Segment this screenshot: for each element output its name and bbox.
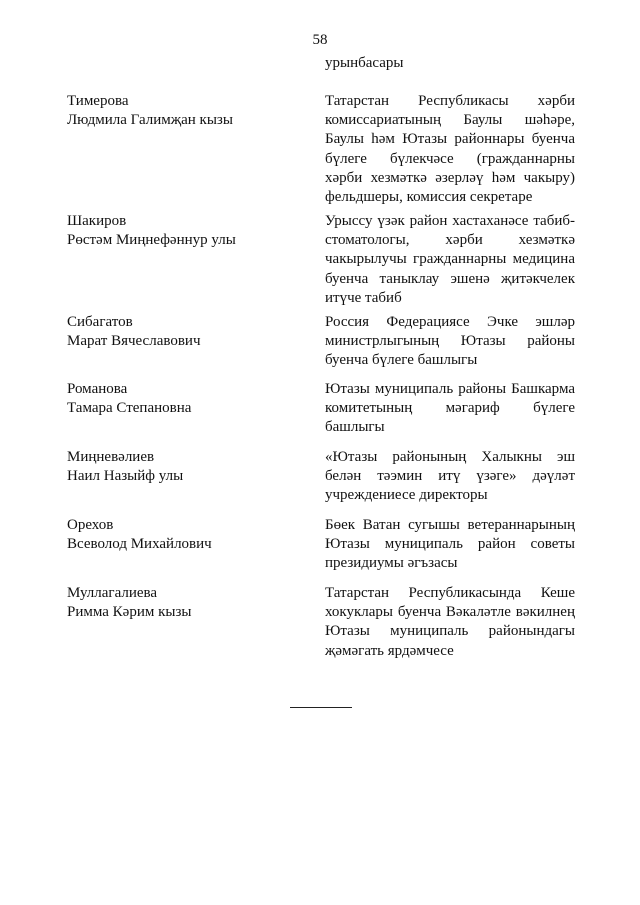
person-name <box>67 584 297 622</box>
person-name <box>67 380 297 418</box>
person-role: Татарстан Республикасында Кеше хокуклары буенча Вәкаләтле вәкилнең Ютазы муниципаль районындагы җәмәгать ярдәмчесе <box>325 585 575 659</box>
person-given-name: Рөстәм Миңнефәннур улы <box>67 232 236 248</box>
person-name <box>67 313 297 351</box>
person-surname: Сибагатов <box>67 314 133 330</box>
person-role: Татарстан Республикасы хәрби комиссариатының Баулы шәһәре, Баулы һәм Ютазы районнары буенча бүлеге бүлекчәсе (гражданнарны хәрби хезмәткә әзерләү һәм чакыру) фельдшеры, комиссия секретаре <box>325 93 575 206</box>
person-surname: Орехов <box>67 517 114 533</box>
person-role: Бөек Ватан сугышы ветераннарының Ютазы муниципаль район советы президиумы әгъзасы <box>325 517 575 572</box>
person-given-name: Тамара Степановна <box>67 400 192 416</box>
person-given-name: Наил Назыйф улы <box>67 468 184 484</box>
person-surname: Миңневәлиев <box>67 449 155 465</box>
person-surname: Романова <box>67 381 128 397</box>
person-surname: Шакиров <box>67 213 127 229</box>
person-role: Россия Федерациясе Эчке эшләр министрлыгының Ютазы районы буенча бүлеге башлыгы <box>325 314 575 369</box>
person-name <box>67 516 297 554</box>
person-given-name: Римма Кәрим кызы <box>67 604 192 620</box>
page-number: 58 <box>312 32 328 48</box>
person-role: Ютазы муниципаль районы Башкарма комитетының мәгариф бүлеге башлыгы <box>325 381 575 436</box>
person-surname: Муллагалиева <box>67 585 158 601</box>
person-given-name: Всеволод Михайлович <box>67 536 212 552</box>
person-given-name: Марат Вячеславович <box>67 333 201 349</box>
continuation-text: урынбасары <box>325 55 404 71</box>
end-separator-line <box>290 707 352 708</box>
person-role: Урыссу үзәк район хастаханәсе табиб-стоматологы, хәрби хезмәткә чакырылучы гражданнарны медицина буенча таныклау эшенә җитәкчелек итүче табиб <box>325 213 575 306</box>
person-role: «Ютазы районының Халыкны эш белән тәэмин итү үзәге» дәүләт учреждениесе директоры <box>325 449 575 504</box>
person-surname: Тимерова <box>67 93 129 109</box>
person-given-name: Людмила Галимҗан кызы <box>67 112 233 128</box>
person-name <box>67 448 297 486</box>
person-name <box>67 212 297 250</box>
person-name <box>67 92 297 130</box>
